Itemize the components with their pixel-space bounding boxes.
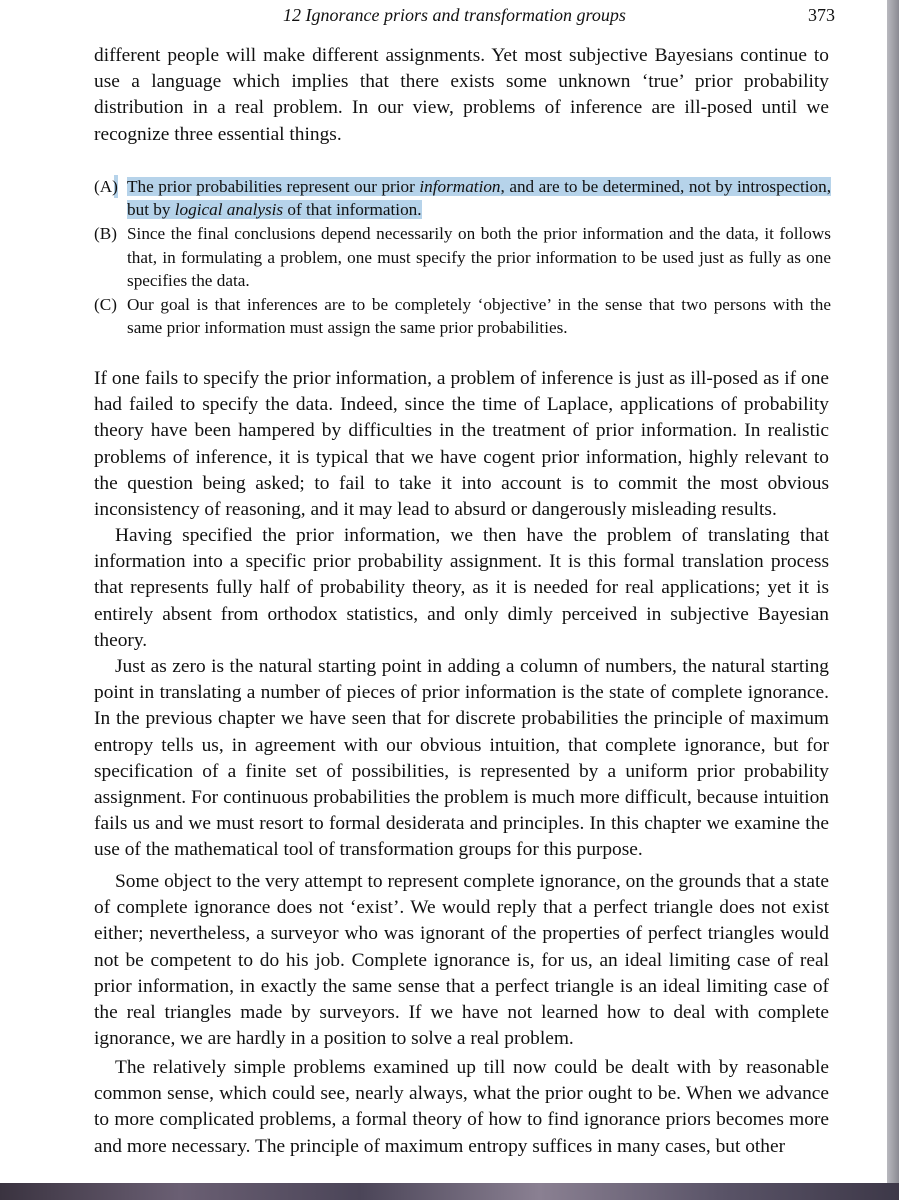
- list-item-a[interactable]: [94, 175, 831, 221]
- item-c-text: Our goal is that inferences are to be completely ‘objective’ in the sense that two persons with the same prior information must assign the same prior probabilities.: [127, 295, 831, 338]
- page-number: 373: [808, 5, 835, 25]
- highlighted-text[interactable]: [127, 177, 831, 219]
- item-a-text-2: , and are to be determined, not by introspection, but by: [127, 177, 832, 220]
- window-edge: [887, 0, 899, 1200]
- intro-paragraph: different people will make different assignments. Yet most subjective Bayesians continue to use a language which implies that there exists some unknown ‘true’ prior probability distribution in a real problem. In our view, problems of inference are ill-posed until we recognize three essential things.: [94, 45, 829, 145]
- list-label-b: (B): [94, 224, 117, 244]
- list-item-b: [94, 222, 831, 292]
- list-item-c: [94, 293, 831, 339]
- item-a-text-1: The prior probabilities represent our prior: [127, 177, 420, 196]
- list-label-c: (C): [94, 295, 117, 315]
- item-a-emphasis-logical-analysis: logical analysis: [174, 200, 284, 220]
- paragraph-complete-ignorance: Just as zero is the natural starting point in adding a column of numbers, the natural starting point in translating a number of pieces of prior information is the state of complete ignorance. In the previous chapter we have seen that for discrete probabilities the principle of maximum entropy tells us, in agreement with our obvious intuition, that complete ignorance, but for specification of a finite set of possibilities, is represented by a uniform prior probability assignment. For continuous probabilities the problem is much more difficult, because intuition fails us and we must resort to formal desiderata and principles. In this chapter we examine the use of the mathematical tool of transformation groups for this purpose.: [94, 656, 829, 861]
- item-a-emphasis-information: information: [419, 177, 501, 196]
- paragraph-translation: Having specified the prior information, we then have the problem of translating that information into a specific prior probability assignment. It is this formal translation process that represents fully half of probability theory, as it is needed for real applications; yet it is entirely absent from orthodox statistics, and only dimly perceived in subjective Bayesian theory.: [94, 525, 829, 651]
- paragraph-prior-information: If one fails to specify the prior information, a problem of inference is just as ill-posed as if one had failed to specify the data. Indeed, since the time of Laplace, applications of probability theory have been hampered by difficulties in the treatment of prior information. In realistic problems of inference, it is typical that we have cogent prior information, highly relevant to the question being asked; to fail to take it into account is to commit the most obvious inconsistency of reasoning, and it may lead to absurd or dangerously misleading results.: [94, 368, 829, 521]
- taskbar-strip: [0, 1183, 899, 1200]
- paragraph-ignorance-priors: The relatively simple problems examined up till now could be dealt with by reasonable common sense, which could see, nearly always, what the prior ought to be. When we advance to more complicated problems, a formal theory of how to find ignorance priors becomes more and more necessary. The principle of maximum entropy suffices in many cases, but other: [94, 1057, 829, 1157]
- page-header: [0, 5, 887, 29]
- item-a-text-3: of that information.: [283, 200, 422, 220]
- list-label-a: (A): [94, 175, 118, 198]
- item-b-text: Since the final conclusions depend necessarily on both the prior information and the data, it follows that, in formulating a problem, one must specify the prior information to be used just as fully as one specifies the data.: [127, 224, 831, 290]
- paragraph-perfect-triangle: Some object to the very attempt to represent complete ignorance, on the grounds that a state of complete ignorance does not ‘exist’. We would reply that a perfect triangle does not exist either; nevertheless, a surveyor who was ignorant of the properties of perfect triangles would not be competent to do his job. Complete ignorance is, for us, an ideal limiting case of real prior information, in exactly the same sense that a perfect triangle is an ideal limiting case of the real triangles made by surveyors. If we have not learned how to deal with complete ignorance, we are hardly in a position to solve a real problem.: [94, 871, 829, 1050]
- essentials-list: [94, 175, 831, 340]
- running-title: 12 Ignorance priors and transformation groups: [283, 5, 626, 25]
